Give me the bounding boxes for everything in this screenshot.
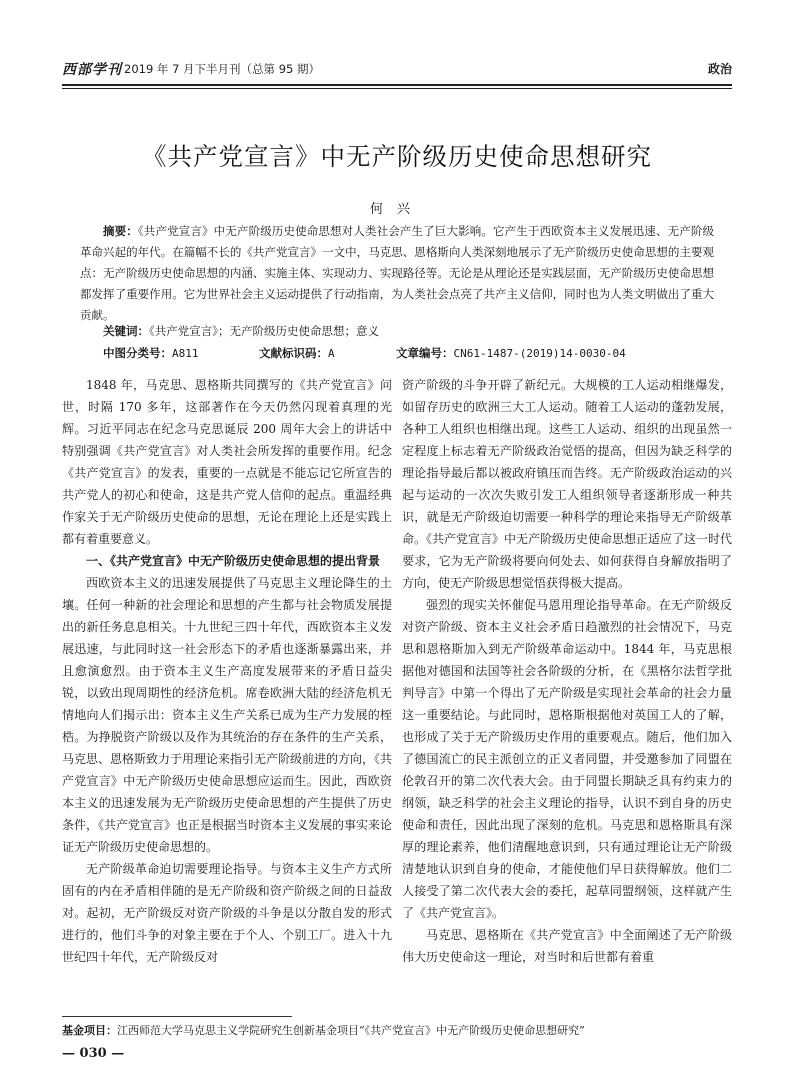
section-label: 政治 — [707, 62, 732, 76]
footnote-text: 江西师范大学马克思主义学院研究生创新基金项目“《共产党宣言》中无产阶级历史使命思想研究” — [117, 1024, 585, 1037]
footnote-label: 基金项目： — [62, 1024, 117, 1037]
abstract-text: 《共产党宣言》中无产阶级历史使命思想对人类社会产生了巨大影响。它产生于西欧资本主义发展迅速、无产阶级革命兴起的年代。在篇幅不长的《共产党宣言》一文中，马克思、恩格斯向人类深刻地展示了无产阶级历史使命思想的主要观点：无产阶级历史使命思想的内涵、实施主体、实现动力、实现路径等。无论是从理论还是实践层面，无产阶级历史使命思想都发挥了重要作用。它为世界社会主义运动提供了行动指南，为人类社会点亮了共产主义信仰，同时也为人类文明做出了重大贡献。 — [80, 224, 714, 322]
keywords — [103, 323, 379, 339]
doc-label: 文献标识码： — [259, 346, 328, 360]
article-title: 《共产党宣言》中无产阶级历史使命思想研究 — [142, 142, 652, 171]
journal-logo: 西部学刊 — [62, 62, 122, 78]
abstract — [80, 221, 714, 326]
paragraph: 马克思、恩格斯在《共产党宣言》中全面阐述了无产阶级伟大历史使命这一理论，对当时和后世都有着重 — [402, 928, 732, 964]
author-name: 何兴 — [369, 202, 424, 217]
issue-info: 2019 年 7 月下半月刊（总第 95 期） — [124, 62, 320, 76]
body-column-right — [402, 374, 732, 968]
clc-number — [103, 345, 199, 361]
running-header — [62, 58, 732, 78]
footnote — [62, 1022, 732, 1038]
doc-value: A — [328, 347, 335, 360]
paragraph: 强烈的现实关怀催促马恩用理论指导革命。在无产阶级反对资产阶级、资本主义社会矛盾日趋激烈的社会情况下，马克思和恩格斯加入到无产阶级革命运动中。1844 年，马克思根据他对德国和法国等社会各阶级的分析，在《黑格尔法哲学批判导言》中第一个得出了无产阶级是实现社会革命的社会力量这一重要结论。与此同时，恩格斯根据他对英国工人的了解，也形成了关于无产阶级历史作用的重要观点。随后，他们加入了德国流亡的民主派创立的正义者同盟，并受邀参加了同盟在伦敦召开的第二次代表大会。由于同盟长期缺乏具有约束力的纲领，缺乏科学的社会主义理论的指导，认识不到自身的历史使命和责任，因此出现了深刻的危机。马克思和恩格斯具有深厚的理论素养，他们清醒地意识到，只有通过理论让无产阶级清楚地认识到自身的使命，才能使他们早日获得解放。他们二人接受了第二次代表大会的委托，起草同盟纲领，这样就产生了《共产党宣言》。 — [402, 598, 732, 920]
keywords-label: 关键词： — [103, 324, 149, 338]
paragraph: 资产阶级的斗争开辟了新纪元。大规模的工人运动相继爆发，如留存历史的欧洲三大工人运动。随着工人运动的蓬勃发展，各种工人组织也相继出现。这些工人运动、组织的出现虽然一定程度上标志着无产阶级政治觉悟的提高，但因为缺乏科学的理论指导最后都以被政府镇压而告终。无产阶级政治运动的兴起与运动的一次次失败引发工人组织领导者逐渐形成一种共识，就是无产阶级迫切需要一种科学的理论来指导无产阶级革命。《共产党宣言》中无产阶级历史使命思想正适应了这一时代要求，它为无产阶级将要向何处去、如何获得自身解放指明了方向，使无产阶级思想觉悟获得极大提高。 — [402, 378, 733, 590]
paragraph: 西欧资本主义的迅速发展提供了马克思主义理论降生的土壤。任何一种新的社会理论和思想的产生都与社会物质发展提出的新任务息息相关。十九世纪三四十年代，西欧资本主义发展迅速，与此同时这一社会形态下的矛盾也逐渐暴露出来，并且愈演愈烈。由于资本主义生产高度发展带来的矛盾日益尖锐，以致出现周期性的经济危机。席卷欧洲大陆的经济危机无情地向人们揭示出：资本主义生产关系已成为生产力发展的桎梏。为挣脱资产阶级以及作为其统治的存在条件的生产关系，马克思、恩格斯致力于用理论来指引无产阶级前进的方向，《共产党宣言》中无产阶级历史使命思想应运而生。因此，西欧资本主义的迅速发展为无产阶级历史使命思想的产生提供了历史条件，《共产党宣言》也正是根据当时资本主义发展的事实来论证无产阶级历史使命思想的。 — [62, 576, 393, 854]
abstract-label: 摘要： — [103, 224, 138, 238]
article-number — [396, 345, 626, 361]
paragraph: 1848 年，马克思、恩格斯共同撰写的《共产党宣言》问世，时隔 170 多年，这部著作在今天仍然闪现着真理的光辉。习近平同志在纪念马克思诞辰 200 周年大会上的讲话中特别强调《共产党宣言》对人类社会所发挥的重要作用。纪念《共产党宣言》的发表，重要的一点就是不能忘记它所宣告的共产党人的初心和使命，这是共产党人信仰的起点。重温经典作家关于无产阶级历史使命的思想，无论在理论上还是实践上都有着重要意义。 — [62, 378, 392, 546]
paragraph: 无产阶级革命迫切需要理论指导。与资本主义生产方式所固有的内在矛盾相伴随的是无产阶级和资产阶级之间的日益敌对。起初，无产阶级反对资产阶级的斗争是以分散自发的形式进行的，他们斗争的对象主要在于个人、个别工厂。进入十九世纪四十年代，无产阶级反对 — [62, 862, 392, 964]
article-value: CN61-1487-(2019)14-0030-04 — [453, 347, 626, 360]
document-code — [259, 345, 335, 361]
header-rule — [62, 84, 732, 86]
section-heading: 一、《共产党宣言》中无产阶级历史使命思想的提出背景 — [86, 554, 381, 568]
footnote-rule — [62, 1016, 292, 1017]
header-rule-thin — [62, 88, 732, 89]
clc-value: A811 — [172, 347, 199, 360]
clc-label: 中图分类号： — [103, 346, 172, 360]
page-number: — 030 — — [62, 1046, 125, 1061]
body-column-left — [62, 374, 392, 968]
keywords-text: 《共产党宣言》；无产阶级历史使命思想；意义 — [149, 324, 379, 338]
article-label: 文章编号： — [396, 346, 454, 360]
